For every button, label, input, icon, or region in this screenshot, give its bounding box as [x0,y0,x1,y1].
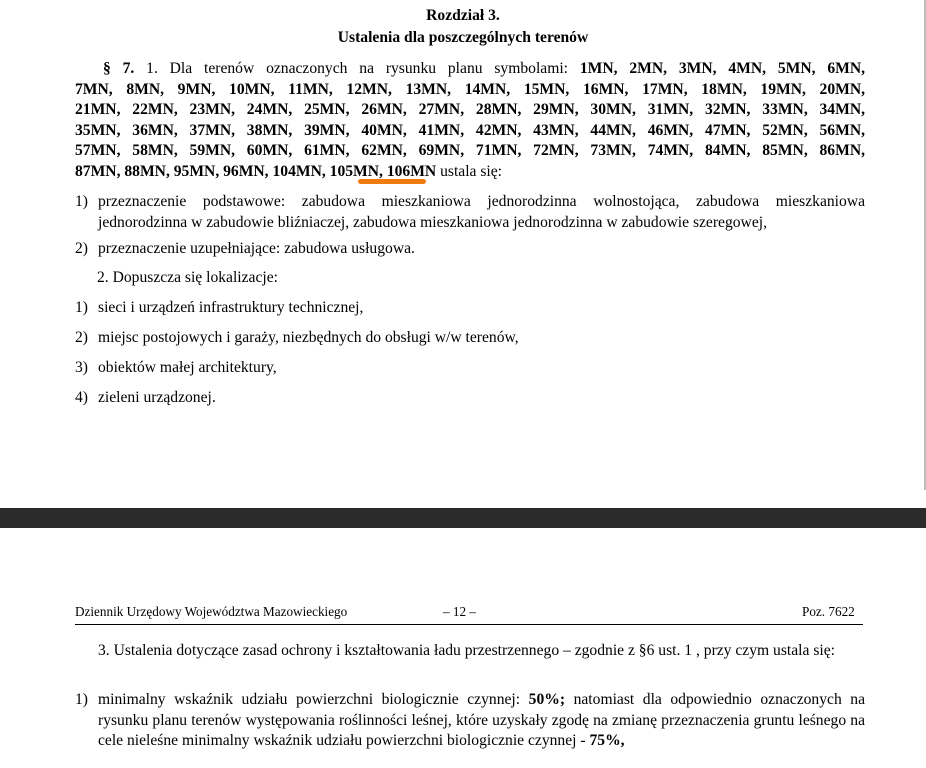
list-item-number: 3) [75,359,88,376]
list-item-number: 2) [75,329,88,346]
list-item [75,690,865,752]
list-item-text: przeznaczenie podstawowe: zabudowa mieszkaniowa jednorodzinna wolnostojąca, zabudowa mieszkaniowa jednorodzinna w zabudowie bliźniaczej, zabudowa mieszkaniowa jednorodzinna w zabudowie szeregowej, [98,193,865,231]
header-rule [75,624,863,625]
list-item [75,388,865,409]
paragraph-7-tail: ustala się: [440,162,503,180]
symbols-line-6: 87MN, 88MN, 95MN, 96MN, 104MN, 105MN, 106MN [75,162,437,180]
list-item [75,358,865,379]
list-item-text: obiektów małej architektury, [98,359,277,376]
list-item-text-b: natomiast dla odpowiednio oznaczonych na rysunku planu terenów występowania roślinności leśnej, które uzyskały zgodę na zmianę przeznaczenia gruntu leśnego na cele nieleśne minimalny wskaźnik udziału powierzchni biologicznie czynnej - [98,691,866,749]
list-item-number: 2) [75,240,88,257]
page-number: – 12 – [443,604,476,619]
paragraph-7-last-line [75,162,865,183]
list-item-number: 1) [75,299,88,316]
list-item [75,298,865,319]
value-forest-area: 75%, [589,732,625,749]
list-item-text: sieci i urządzeń infrastruktury technicznej, [98,299,364,316]
list-item [75,192,865,233]
highlight-underline [358,179,426,184]
list-item-text: zieleni urządzonej. [98,389,216,406]
page-divider [0,508,926,528]
list-item-number: 1) [75,691,88,708]
symbols-line-5: 57MN, 58MN, 59MN, 60MN, 61MN, 62MN, 69MN, 71MN, 72MN, 73MN, 74MN, 84MN, 85MN, 86MN, [75,142,865,159]
list-item-number: 1) [75,193,88,210]
journal-title: Dziennik Urzędowy Województwa Mazowieckiego [75,604,348,619]
point-2: 2. Dopuszcza się lokalizacje: [97,269,278,286]
position-number: Poz. 7622 [802,604,855,619]
value-biologically-active-area: 50%; [528,691,566,708]
list-item-number: 4) [75,389,88,406]
list-item [75,239,865,260]
chapter-title: Rozdział 3. [426,7,500,24]
list-item-text: przeznaczenie uzupełniające: zabudowa usługowa. [98,240,415,257]
list-item [75,328,865,349]
paragraph-number: § 7. [103,60,135,77]
symbols-line-1: 1MN, 2MN, 3MN, 4MN, 5MN, 6MN, [579,60,865,77]
list-item-text [98,690,865,752]
point-3: 3. Ustalenia dotyczące zasad ochrony i kształtowania ładu przestrzennego – zgodnie z §6 ust. 1 , przy czym ustala się: [98,642,835,659]
symbols-line-4: 35MN, 36MN, 37MN, 38MN, 39MN, 40MN, 41MN, 42MN, 43MN, 44MN, 46MN, 47MN, 52MN, 56MN, [75,121,865,139]
list-item-text: miejsc postojowych i garaży, niezbędnych do obsługi w/w terenów, [98,329,519,346]
symbols-line-2: 7MN, 8MN, 9MN, 10MN, 11MN, 12MN, 13MN, 14MN, 15MN, 16MN, 17MN, 18MN, 19MN, 20MN, [75,80,865,98]
list-item-text-a: minimalny wskaźnik udziału powierzchni biologicznie czynnej: [98,691,521,708]
paragraph-7 [75,59,865,182]
chapter-subtitle: Ustalenia dla poszczególnych terenów [337,29,589,46]
paragraph-7-intro: 1. Dla terenów oznaczonych na rysunku planu symbolami: [146,60,568,77]
paragraph-7-line-1 [75,59,865,80]
symbols-line-3: 21MN, 22MN, 23MN, 24MN, 25MN, 26MN, 27MN, 28MN, 29MN, 30MN, 31MN, 32MN, 33MN, 34MN, [75,101,865,118]
